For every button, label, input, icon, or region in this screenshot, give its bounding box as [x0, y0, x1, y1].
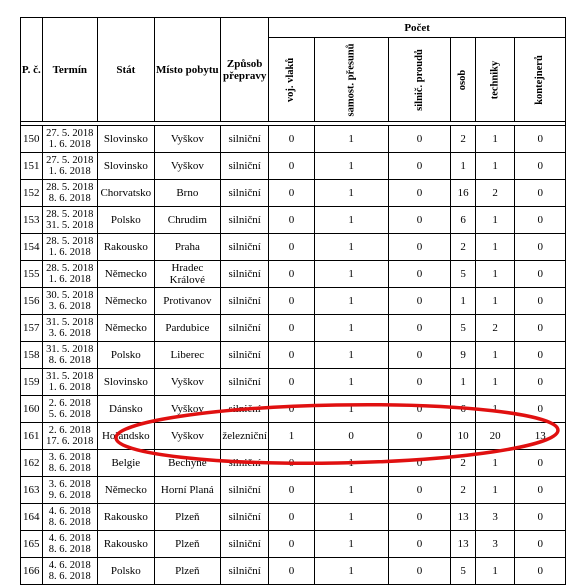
row-kontejneru: 0 — [515, 396, 566, 423]
row-number: 163 — [21, 477, 43, 504]
row-misto: Plzeň — [154, 558, 220, 585]
row-termin — [42, 504, 97, 531]
table-row — [21, 396, 566, 423]
termin-od: 3. 6. 2018 — [48, 452, 91, 463]
table-row — [21, 342, 566, 369]
row-kontejneru: 0 — [515, 180, 566, 207]
row-number: 165 — [21, 531, 43, 558]
row-osob: 5 — [451, 261, 476, 288]
row-osob: 1 — [451, 288, 476, 315]
row-termin — [42, 477, 97, 504]
termin-od: 30. 5. 2018 — [46, 290, 94, 301]
row-silnic-proudu: 0 — [388, 531, 451, 558]
row-samost-presunu: 1 — [314, 207, 388, 234]
row-zpusob: silniční — [220, 342, 268, 369]
table-row — [21, 153, 566, 180]
termin-do: 3. 6. 2018 — [48, 328, 91, 339]
row-zpusob: silniční — [220, 153, 268, 180]
row-stat: Slovinsko — [97, 153, 154, 180]
row-termin — [42, 315, 97, 342]
header-techniky: techniky — [475, 38, 515, 122]
row-kontejneru: 0 — [515, 153, 566, 180]
row-osob: 2 — [451, 477, 476, 504]
table-row — [21, 369, 566, 396]
row-stat: Belgie — [97, 450, 154, 477]
row-voj-vlaku: 0 — [269, 153, 314, 180]
row-techniky: 1 — [475, 342, 515, 369]
row-osob: 13 — [451, 504, 476, 531]
row-silnic-proudu: 0 — [388, 234, 451, 261]
row-silnic-proudu: 0 — [388, 315, 451, 342]
header-kontejneru: kontejnerů — [515, 38, 566, 122]
row-techniky: 1 — [475, 396, 515, 423]
termin-od: 28. 5. 2018 — [46, 209, 94, 220]
row-stat: Dánsko — [97, 396, 154, 423]
header-pocet: Počet — [269, 18, 566, 38]
table-row — [21, 558, 566, 585]
row-termin — [42, 153, 97, 180]
termin-do: 8. 6. 2018 — [48, 571, 91, 582]
row-number: 159 — [21, 369, 43, 396]
row-osob: 2 — [451, 450, 476, 477]
row-misto: Plzeň — [154, 504, 220, 531]
row-zpusob: silniční — [220, 126, 268, 153]
row-kontejneru: 0 — [515, 477, 566, 504]
termin-do: 1. 6. 2018 — [48, 139, 91, 150]
row-termin — [42, 423, 97, 450]
row-voj-vlaku: 0 — [269, 477, 314, 504]
termin-od: 28. 5. 2018 — [46, 236, 94, 247]
row-number: 153 — [21, 207, 43, 234]
header-termin: Termín — [42, 18, 97, 122]
row-osob: 5 — [451, 315, 476, 342]
row-voj-vlaku: 0 — [269, 207, 314, 234]
row-zpusob: silniční — [220, 315, 268, 342]
row-techniky: 1 — [475, 153, 515, 180]
row-zpusob: železniční — [220, 423, 268, 450]
row-misto: Hradec Králové — [154, 261, 220, 288]
row-samost-presunu: 1 — [314, 531, 388, 558]
termin-od: 31. 5. 2018 — [46, 317, 94, 328]
termin-od: 4. 6. 2018 — [48, 506, 91, 517]
row-silnic-proudu: 0 — [388, 477, 451, 504]
row-samost-presunu: 1 — [314, 315, 388, 342]
row-kontejneru: 0 — [515, 450, 566, 477]
row-samost-presunu: 1 — [314, 558, 388, 585]
row-samost-presunu: 1 — [314, 261, 388, 288]
row-voj-vlaku: 0 — [269, 288, 314, 315]
row-termin — [42, 207, 97, 234]
row-number: 164 — [21, 504, 43, 531]
row-misto: Vyškov — [154, 369, 220, 396]
row-misto: Brno — [154, 180, 220, 207]
table-row — [21, 207, 566, 234]
row-techniky: 1 — [475, 369, 515, 396]
row-stat: Holandsko — [97, 423, 154, 450]
row-stat: Polsko — [97, 207, 154, 234]
termin-od: 27. 5. 2018 — [46, 155, 94, 166]
row-zpusob: silniční — [220, 261, 268, 288]
table-row — [21, 423, 566, 450]
row-samost-presunu: 1 — [314, 234, 388, 261]
row-misto: Vyškov — [154, 423, 220, 450]
row-misto: Pardubice — [154, 315, 220, 342]
termin-do: 3. 6. 2018 — [48, 301, 91, 312]
header-silnic-proudu: silnič. proudů — [388, 38, 451, 122]
row-misto: Vyškov — [154, 396, 220, 423]
row-silnic-proudu: 0 — [388, 207, 451, 234]
row-techniky: 2 — [475, 315, 515, 342]
row-zpusob: silniční — [220, 477, 268, 504]
row-kontejneru: 13 — [515, 423, 566, 450]
header-misto: Místo pobytu — [154, 18, 220, 122]
row-silnic-proudu: 0 — [388, 369, 451, 396]
termin-do: 17. 6. 2018 — [46, 436, 94, 447]
row-silnic-proudu: 0 — [388, 423, 451, 450]
row-kontejneru: 0 — [515, 288, 566, 315]
termin-do: 1. 6. 2018 — [48, 382, 91, 393]
row-number: 166 — [21, 558, 43, 585]
row-samost-presunu: 1 — [314, 126, 388, 153]
header-zpusob: Způsob přepravy — [220, 18, 268, 122]
row-kontejneru: 0 — [515, 558, 566, 585]
termin-do: 8. 6. 2018 — [48, 193, 91, 204]
row-techniky: 1 — [475, 207, 515, 234]
row-number: 156 — [21, 288, 43, 315]
row-silnic-proudu: 0 — [388, 450, 451, 477]
table-row — [21, 234, 566, 261]
row-voj-vlaku: 0 — [269, 234, 314, 261]
row-termin — [42, 342, 97, 369]
termin-od: 28. 5. 2018 — [46, 263, 94, 274]
row-voj-vlaku: 0 — [269, 180, 314, 207]
table-row — [21, 180, 566, 207]
row-termin — [42, 558, 97, 585]
row-stat: Polsko — [97, 558, 154, 585]
row-techniky: 1 — [475, 126, 515, 153]
row-techniky: 1 — [475, 261, 515, 288]
row-samost-presunu: 1 — [314, 504, 388, 531]
header-stat: Stát — [97, 18, 154, 122]
row-osob: 1 — [451, 153, 476, 180]
row-stat: Polsko — [97, 342, 154, 369]
row-termin — [42, 450, 97, 477]
row-termin — [42, 126, 97, 153]
row-zpusob: silniční — [220, 288, 268, 315]
row-termin — [42, 531, 97, 558]
row-zpusob: silniční — [220, 450, 268, 477]
row-number: 155 — [21, 261, 43, 288]
termin-do: 5. 6. 2018 — [48, 409, 91, 420]
termin-od: 4. 6. 2018 — [48, 533, 91, 544]
row-samost-presunu: 1 — [314, 180, 388, 207]
row-silnic-proudu: 0 — [388, 153, 451, 180]
termin-do: 1. 6. 2018 — [48, 247, 91, 258]
row-voj-vlaku: 0 — [269, 126, 314, 153]
row-osob: 13 — [451, 531, 476, 558]
row-techniky: 1 — [475, 288, 515, 315]
row-zpusob: silniční — [220, 369, 268, 396]
row-silnic-proudu: 0 — [388, 396, 451, 423]
row-zpusob: silniční — [220, 558, 268, 585]
row-stat: Rakousko — [97, 504, 154, 531]
row-samost-presunu: 1 — [314, 288, 388, 315]
row-number: 162 — [21, 450, 43, 477]
row-stat: Rakousko — [97, 531, 154, 558]
row-termin — [42, 396, 97, 423]
row-number: 154 — [21, 234, 43, 261]
row-termin — [42, 234, 97, 261]
row-misto: Liberec — [154, 342, 220, 369]
row-samost-presunu: 1 — [314, 396, 388, 423]
row-zpusob: silniční — [220, 234, 268, 261]
row-samost-presunu: 1 — [314, 342, 388, 369]
termin-do: 1. 6. 2018 — [48, 166, 91, 177]
row-termin — [42, 288, 97, 315]
termin-od: 2. 6. 2018 — [48, 398, 91, 409]
row-misto: Horní Planá — [154, 477, 220, 504]
row-misto: Plzeň — [154, 531, 220, 558]
termin-od: 3. 6. 2018 — [48, 479, 91, 490]
row-voj-vlaku: 0 — [269, 261, 314, 288]
row-silnic-proudu: 0 — [388, 558, 451, 585]
row-termin — [42, 180, 97, 207]
row-voj-vlaku: 0 — [269, 558, 314, 585]
row-number: 157 — [21, 315, 43, 342]
row-techniky: 1 — [475, 558, 515, 585]
row-number: 150 — [21, 126, 43, 153]
table-row — [21, 288, 566, 315]
row-misto: Vyškov — [154, 153, 220, 180]
table-body — [21, 126, 566, 585]
row-kontejneru: 0 — [515, 315, 566, 342]
row-techniky: 1 — [475, 450, 515, 477]
header-voj-vlaku: voj. vlaků — [269, 38, 314, 122]
row-stat: Slovinsko — [97, 126, 154, 153]
header-pc: P. č. — [21, 18, 43, 122]
row-misto: Chrudim — [154, 207, 220, 234]
table-row — [21, 450, 566, 477]
row-techniky: 3 — [475, 531, 515, 558]
row-voj-vlaku: 0 — [269, 369, 314, 396]
row-silnic-proudu: 0 — [388, 180, 451, 207]
row-silnic-proudu: 0 — [388, 342, 451, 369]
row-osob: 16 — [451, 180, 476, 207]
row-techniky: 20 — [475, 423, 515, 450]
row-osob: 2 — [451, 234, 476, 261]
row-misto: Bechyně — [154, 450, 220, 477]
transport-table — [20, 17, 566, 585]
row-silnic-proudu: 0 — [388, 126, 451, 153]
row-techniky: 1 — [475, 234, 515, 261]
row-voj-vlaku: 0 — [269, 396, 314, 423]
row-stat: Chorvatsko — [97, 180, 154, 207]
row-kontejneru: 0 — [515, 369, 566, 396]
row-kontejneru: 0 — [515, 261, 566, 288]
row-techniky: 2 — [475, 180, 515, 207]
row-stat: Německo — [97, 477, 154, 504]
row-number: 152 — [21, 180, 43, 207]
row-number: 158 — [21, 342, 43, 369]
termin-do: 8. 6. 2018 — [48, 544, 91, 555]
row-osob: 1 — [451, 369, 476, 396]
row-osob: 10 — [451, 423, 476, 450]
row-stat: Německo — [97, 315, 154, 342]
row-number: 161 — [21, 423, 43, 450]
termin-do: 8. 6. 2018 — [48, 517, 91, 528]
table-row — [21, 261, 566, 288]
row-voj-vlaku: 0 — [269, 504, 314, 531]
row-voj-vlaku: 1 — [269, 423, 314, 450]
row-silnic-proudu: 0 — [388, 288, 451, 315]
row-techniky: 1 — [475, 477, 515, 504]
row-zpusob: silniční — [220, 504, 268, 531]
row-osob: 2 — [451, 126, 476, 153]
header-samost-presunu: samost. přesunů — [314, 38, 388, 122]
row-zpusob: silniční — [220, 396, 268, 423]
row-osob: 6 — [451, 396, 476, 423]
row-stat: Německo — [97, 261, 154, 288]
row-samost-presunu: 1 — [314, 369, 388, 396]
row-number: 151 — [21, 153, 43, 180]
termin-od: 27. 5. 2018 — [46, 128, 94, 139]
row-stat: Slovinsko — [97, 369, 154, 396]
row-voj-vlaku: 0 — [269, 342, 314, 369]
table-row — [21, 477, 566, 504]
row-samost-presunu: 1 — [314, 477, 388, 504]
row-kontejneru: 0 — [515, 126, 566, 153]
header-osob: osob — [451, 38, 476, 122]
row-misto: Vyškov — [154, 126, 220, 153]
row-kontejneru: 0 — [515, 504, 566, 531]
termin-do: 31. 5. 2018 — [46, 220, 94, 231]
row-techniky: 3 — [475, 504, 515, 531]
row-silnic-proudu: 0 — [388, 261, 451, 288]
row-misto: Praha — [154, 234, 220, 261]
termin-od: 4. 6. 2018 — [48, 560, 91, 571]
row-stat: Německo — [97, 288, 154, 315]
row-kontejneru: 0 — [515, 531, 566, 558]
termin-do: 1. 6. 2018 — [48, 274, 91, 285]
table-row — [21, 504, 566, 531]
document-page — [20, 17, 566, 585]
termin-od: 2. 6. 2018 — [48, 425, 91, 436]
termin-od: 31. 5. 2018 — [46, 371, 94, 382]
row-voj-vlaku: 0 — [269, 450, 314, 477]
row-misto: Protivanov — [154, 288, 220, 315]
row-osob: 6 — [451, 207, 476, 234]
row-kontejneru: 0 — [515, 342, 566, 369]
row-samost-presunu: 1 — [314, 153, 388, 180]
table-row — [21, 126, 566, 153]
row-zpusob: silniční — [220, 207, 268, 234]
row-zpusob: silniční — [220, 180, 268, 207]
row-kontejneru: 0 — [515, 234, 566, 261]
row-number: 160 — [21, 396, 43, 423]
row-kontejneru: 0 — [515, 207, 566, 234]
row-termin — [42, 369, 97, 396]
row-termin — [42, 261, 97, 288]
table-row — [21, 315, 566, 342]
row-osob: 5 — [451, 558, 476, 585]
termin-do: 8. 6. 2018 — [48, 463, 91, 474]
termin-od: 28. 5. 2018 — [46, 182, 94, 193]
row-voj-vlaku: 0 — [269, 315, 314, 342]
table-row — [21, 531, 566, 558]
termin-do: 9. 6. 2018 — [48, 490, 91, 501]
termin-do: 8. 6. 2018 — [48, 355, 91, 366]
row-osob: 9 — [451, 342, 476, 369]
termin-od: 31. 5. 2018 — [46, 344, 94, 355]
row-samost-presunu: 0 — [314, 423, 388, 450]
row-samost-presunu: 1 — [314, 450, 388, 477]
row-voj-vlaku: 0 — [269, 531, 314, 558]
row-silnic-proudu: 0 — [388, 504, 451, 531]
row-zpusob: silniční — [220, 531, 268, 558]
row-stat: Rakousko — [97, 234, 154, 261]
